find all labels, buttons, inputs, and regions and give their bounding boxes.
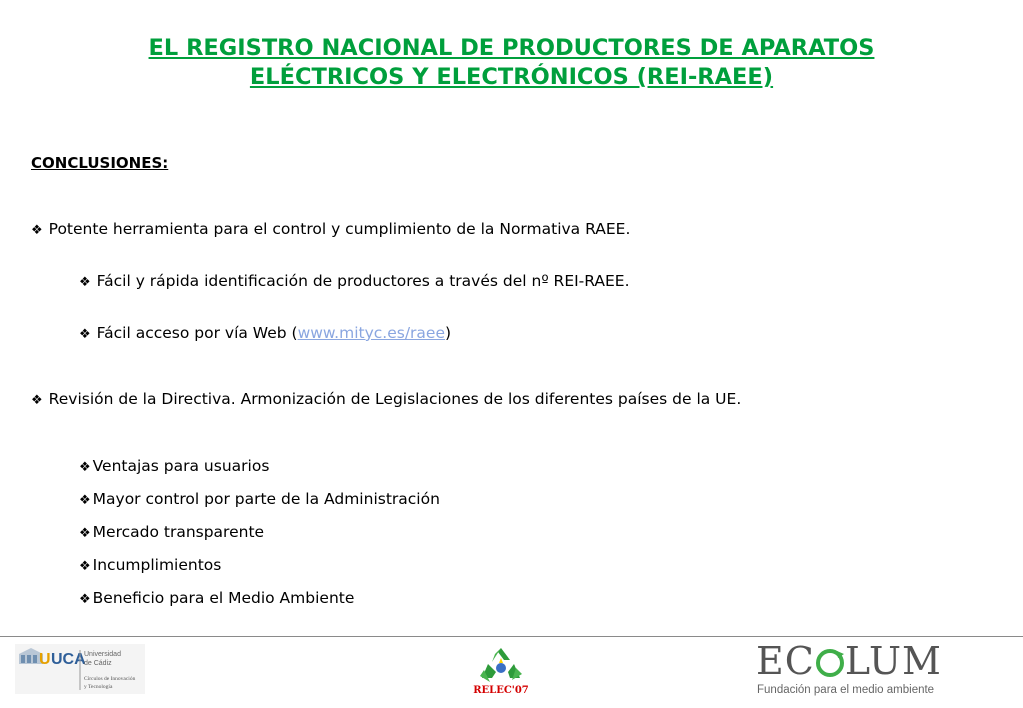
title-line-2: ELÉCTRICOS Y ELECTRÓNICOS (REI-RAEE) [249, 64, 774, 90]
diamond-bullet-icon: ❖ [79, 493, 91, 508]
section-heading: CONCLUSIONES: [31, 154, 169, 172]
bullet-text: Incumplimientos [92, 556, 222, 574]
bullet-text: Mercado transparente [92, 523, 265, 541]
ecolum-tagline: Fundación para el medio ambiente [757, 684, 935, 696]
diamond-bullet-icon: ❖ [79, 275, 91, 290]
diamond-bullet-icon: ❖ [79, 327, 91, 342]
diamond-bullet-icon: ❖ [31, 393, 43, 408]
diamond-bullet-icon: ❖ [31, 223, 43, 238]
uca-line-2: de Cádiz [84, 660, 112, 667]
page-title [0, 34, 1023, 92]
ecolum-ring-icon [815, 639, 845, 683]
diamond-bullet-icon: ❖ [79, 592, 91, 607]
web-link[interactable]: www.mityc.es/raee [297, 324, 445, 342]
bullet-text: Ventajas para usuarios [92, 457, 270, 475]
uca-abbr: UCA [51, 651, 86, 668]
sub-bullet-item [79, 589, 354, 607]
ecolum-wordmark [756, 639, 942, 683]
sub-bullet-item [79, 556, 221, 574]
sub-bullet-item [79, 457, 269, 475]
uca-line-3: Círculos de Innovación [84, 676, 136, 682]
diamond-bullet-icon: ❖ [79, 526, 91, 541]
relec-label: RELEC'07 [473, 685, 529, 696]
ecolum-left: EC [756, 639, 815, 683]
footer-divider [0, 636, 1023, 637]
diamond-bullet-icon: ❖ [79, 460, 91, 475]
bullet-text: Fácil acceso por vía Web ( [96, 324, 298, 342]
bullet-text: Potente herramienta para el control y cumplimiento de la Normativa RAEE. [48, 220, 631, 238]
title-line-1: EL REGISTRO NACIONAL DE PRODUCTORES DE APARATOS [148, 35, 875, 61]
bullet-text: Beneficio para el Medio Ambiente [92, 589, 355, 607]
sub-bullet-item [79, 523, 264, 541]
ecolum-right: LUM [844, 639, 942, 683]
sub-bullet-item [79, 490, 440, 508]
uca-line-4: y Tecnología [84, 684, 113, 690]
bullet-text: Revisión de la Directiva. Armonización de Legislaciones de los diferentes países de la UE. [48, 390, 742, 408]
bullet-text: Fácil y rápida identificación de productores a través del nº REI-RAEE. [96, 272, 630, 290]
uca-logo [15, 644, 145, 694]
svg-text:U: U [39, 651, 51, 668]
relec-logo [470, 644, 532, 700]
sub-bullet-item [79, 324, 451, 342]
bullet-item [31, 220, 630, 238]
bullet-text: Mayor control por parte de la Administración [92, 490, 440, 508]
uca-line-1: Universidad [84, 651, 121, 658]
bullet-item [31, 390, 741, 408]
recycle-icon [470, 644, 532, 686]
sub-bullet-item [79, 272, 630, 290]
bullet-text-suffix: ) [445, 324, 452, 342]
ecolum-logo [752, 640, 982, 702]
diamond-bullet-icon: ❖ [79, 559, 91, 574]
